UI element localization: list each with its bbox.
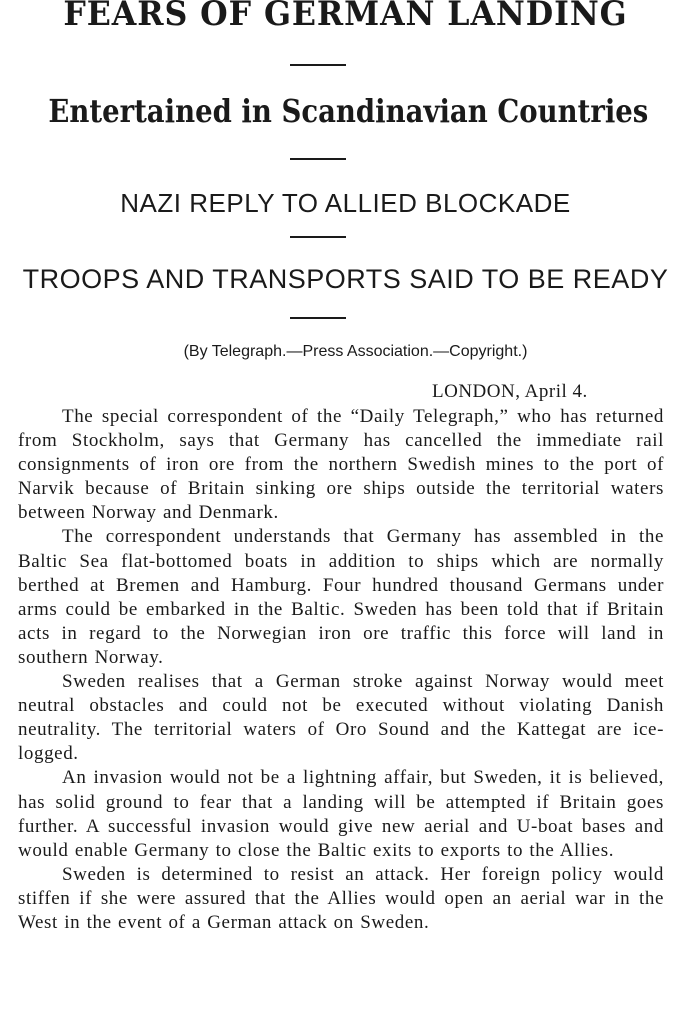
headline-divider <box>290 317 346 319</box>
article-paragraph: An invasion would not be a lightning affair, but Sweden, it is believed, has solid ground to fear that a landing will be attempted if Britain goes further. A successful invasion would give new aerial and U-boat bases and would enable Germany to close the Baltic exits to exports to the Allies. <box>18 767 664 861</box>
third-headline: NAZI REPLY TO ALLIED BLOCKADE <box>120 188 571 218</box>
press-credit: (By Telegraph.—Press Association.—Copyright.) <box>183 343 528 360</box>
headline-divider <box>290 64 346 66</box>
dateline: LONDON, April 4. <box>432 381 588 402</box>
article-paragraph: The correspondent understands that Germany has assembled in the Baltic Sea flat-bottomed boats in addition to ships which are normally berthed at Bremen and Hamburg. Four hundred thousand Germans under arms could be embarked in the Baltic. Sweden has been told that if Britain acts in regard to the Norwegian iron ore traffic this force will land in southern Norway. <box>18 526 664 668</box>
article-paragraph: Sweden realises that a German stroke against Norway would meet neutral obstacles and could not be executed without violating Danish neutrality. The territorial waters of Oro Sound and the Kattegat are ice-logged. <box>18 671 664 765</box>
main-headline: FEARS OF GERMAN LANDING <box>63 0 628 34</box>
article-paragraph: Sweden is determined to resist an attack. Her foreign policy would stiffen if she were assured that the Allies would open an aerial war in the West in the event of a German attack on Sweden. <box>18 863 664 933</box>
headline-divider <box>290 236 346 238</box>
fourth-headline: TROOPS AND TRANSPORTS SAID TO BE READY <box>22 264 669 294</box>
headline-divider <box>290 158 346 160</box>
article-paragraph: The special correspondent of the “Daily Telegraph,” who has returned from Stockholm, says that Germany has cancelled the immediate rail consignments of iron ore from the northern Swedish mines to the port of Narvik because of Britain sinking ore ships outside the territorial waters between Norway and Denmark. <box>18 406 664 524</box>
second-headline: Entertained in Scandinavian Countries <box>48 92 649 130</box>
article-body <box>18 405 664 935</box>
